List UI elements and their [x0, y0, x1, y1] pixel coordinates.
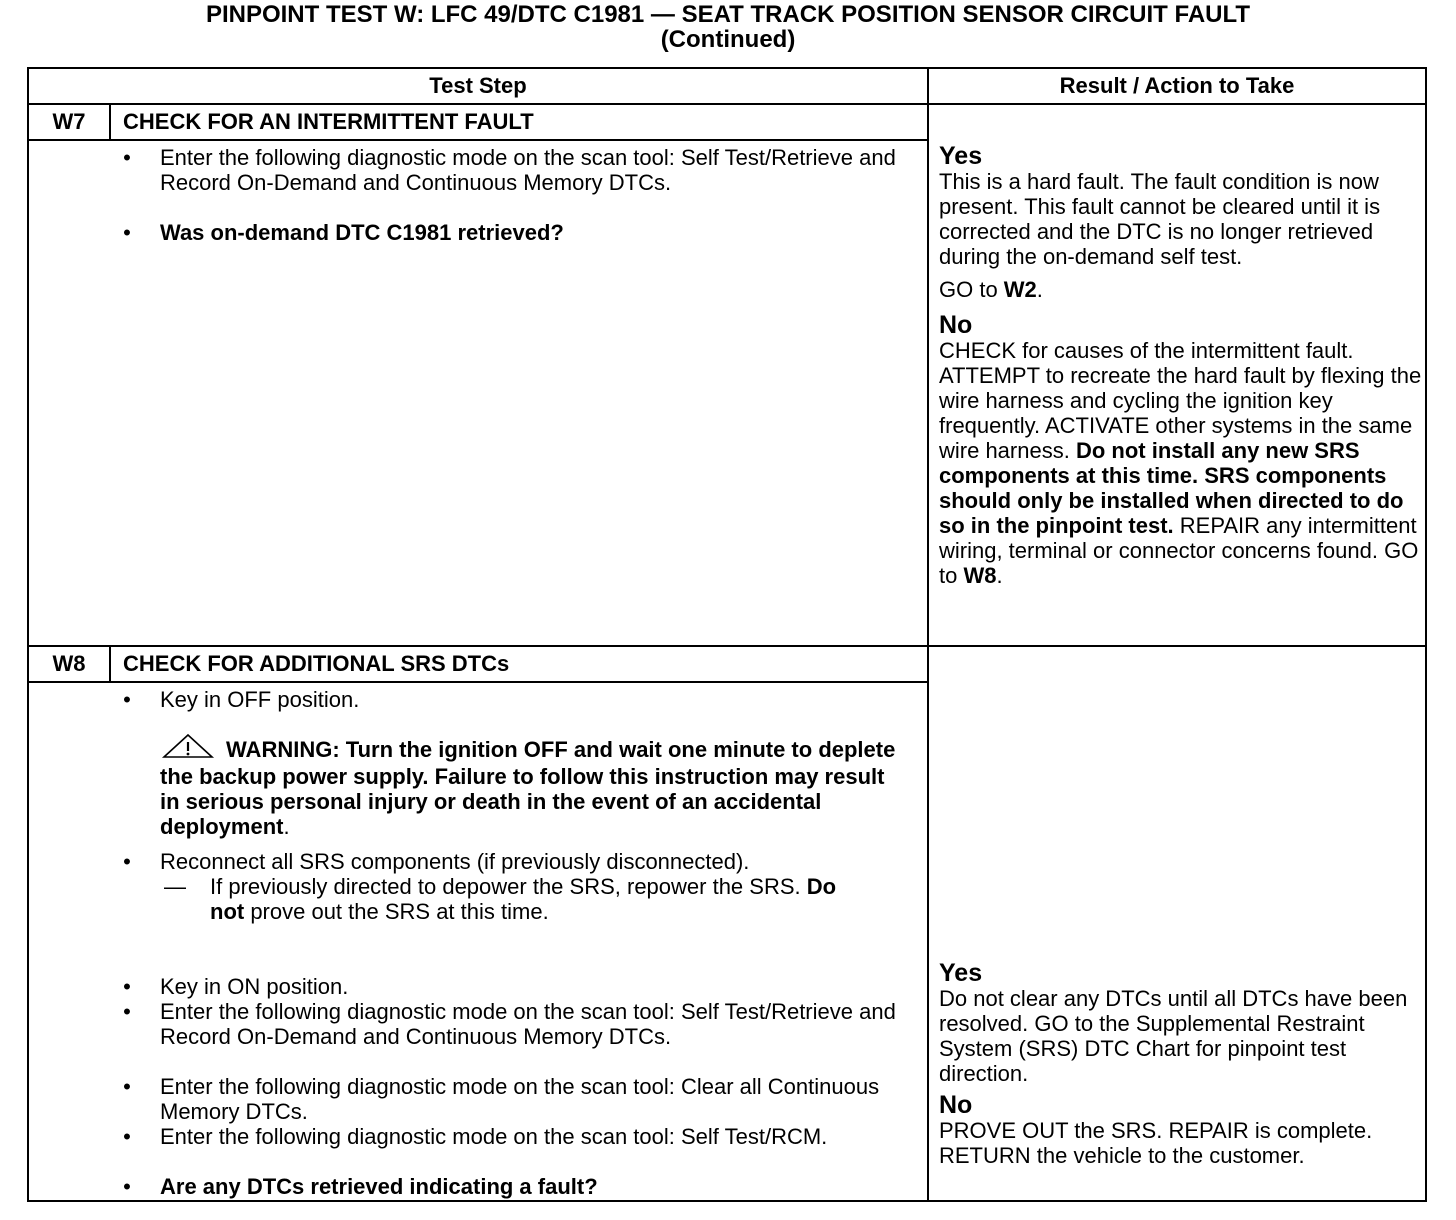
- warning-triangle-icon: [160, 733, 216, 764]
- step-title-w8: CHECK FOR ADDITIONAL SRS DTCs: [123, 651, 510, 676]
- w8-step-5: Enter the following diagnostic mode on the scan tool: Clear all Continuous Memory DTCs.: [160, 1074, 880, 1124]
- w8-step-7-question: Are any DTCs retrieved indicating a fault?: [160, 1174, 598, 1199]
- w8-step-2: Reconnect all SRS components (if previously disconnected).: [160, 849, 750, 874]
- w8-no-label: No: [939, 1091, 973, 1119]
- w8-title-divider: [29, 681, 927, 683]
- bullet-icon: •: [123, 687, 131, 712]
- step-id-divider-w7: [109, 103, 111, 141]
- step-title-w7: CHECK FOR AN INTERMITTENT FAULT: [123, 109, 534, 134]
- w7-no-text-end: .: [996, 563, 1003, 588]
- page-title: [0, 2, 1456, 52]
- w8-yes-label: Yes: [939, 959, 983, 987]
- w7-yes-goto-suffix: .: [1036, 277, 1043, 302]
- header-test-step: Test Step: [429, 73, 527, 98]
- title-line-1: PINPOINT TEST W: LFC 49/DTC C1981 — SEAT TRACK POSITION SENSOR CIRCUIT FAULT: [205, 1, 1251, 28]
- w8-step-6: Enter the following diagnostic mode on the scan tool: Self Test/RCM.: [160, 1124, 828, 1149]
- w7-no-text: [939, 338, 1424, 588]
- w8-warning-end: .: [283, 814, 290, 839]
- step-id-w8: W8: [52, 651, 86, 676]
- w7-result: [939, 143, 1424, 588]
- w8-sub-text-part1: If previously directed to depower the SRS, repower the SRS.: [210, 874, 807, 899]
- w7-step-2-question: Was on-demand DTC C1981 retrieved?: [160, 220, 564, 245]
- w8-sub-text-part2: prove out the SRS at this time.: [244, 899, 549, 924]
- w7-yes-goto-ref: W2: [1003, 277, 1037, 302]
- w7-no-text-part2: REPAIR any intermittent wiring, terminal or connector concerns found. GO to: [939, 513, 1419, 588]
- step-id-w7: W7: [52, 109, 86, 134]
- bullet-icon: •: [123, 849, 131, 874]
- w8-yes-text: Do not clear any DTCs until all DTCs have been resolved. GO to the Supplemental Restraint System (SRS) DTC Chart for pinpoint test direction.: [939, 986, 1408, 1086]
- title-line-2: (Continued): [660, 26, 796, 53]
- w8-step-4: Enter the following diagnostic mode on the scan tool: Self Test/Retrieve and Record On-Demand and Continuous Memory DTCs.: [160, 999, 896, 1049]
- w7-yes-goto: [939, 277, 1424, 302]
- w7-yes-text: This is a hard fault. The fault condition is now present. This fault cannot be cleared until it is corrected and the DTC is no longer retrieved during the on-demand self test.: [939, 169, 1381, 269]
- header-result-action: Result / Action to Take: [1059, 73, 1295, 98]
- w8-step-3: Key in ON position.: [160, 974, 349, 999]
- w8-warning: [160, 733, 900, 839]
- bullet-icon: •: [123, 145, 131, 170]
- step-id-divider-w8: [109, 645, 111, 683]
- w8-sub-bold: Do not: [210, 874, 837, 924]
- w7-no-text-bold: Do not install any new SRS components at this time. SRS components should only be installed when directed to do so in the pinpoint test.: [939, 438, 1404, 538]
- w7-w8-divider: [29, 645, 1425, 647]
- w7-no-label: No: [939, 311, 973, 339]
- w7-step-1: Enter the following diagnostic mode on the scan tool: Self Test/Retrieve and Record On-Demand and Continuous Memory DTCs.: [160, 145, 896, 195]
- bullet-icon: •: [123, 1074, 131, 1099]
- w7-title-divider: [29, 139, 927, 141]
- w7-no-goto-ref: W8: [963, 563, 997, 588]
- w7-yes-goto-prefix: GO to: [939, 277, 1004, 302]
- w7-yes-label: Yes: [939, 142, 983, 170]
- bullet-icon: •: [123, 1124, 131, 1149]
- w8-no-text: PROVE OUT the SRS. REPAIR is complete. RETURN the vehicle to the customer.: [939, 1118, 1373, 1168]
- bullet-icon: •: [123, 220, 131, 245]
- pinpoint-test-table: [27, 67, 1427, 1202]
- header-divider: [29, 103, 1425, 105]
- w8-sub-dash: —: [164, 874, 186, 899]
- bullet-icon: •: [123, 974, 131, 999]
- w8-step-1: Key in OFF position.: [160, 687, 360, 712]
- w8-sub-step: [210, 874, 850, 924]
- bullet-icon: •: [123, 1174, 131, 1199]
- w8-warning-text: WARNING: Turn the ignition OFF and wait one minute to deplete the backup power supply. Failure to follow this instruction may result in serious personal injury or death in the event of an accidental deployment: [160, 737, 896, 839]
- bullet-icon: •: [123, 999, 131, 1024]
- w8-result: [939, 960, 1424, 1168]
- w7-no-text-part1: CHECK for causes of the intermittent fault. ATTEMPT to recreate the hard fault by flexing the wire harness and cycling the ignition key frequently. ACTIVATE other systems in the same wire harness.: [939, 338, 1422, 463]
- column-divider: [927, 69, 929, 1200]
